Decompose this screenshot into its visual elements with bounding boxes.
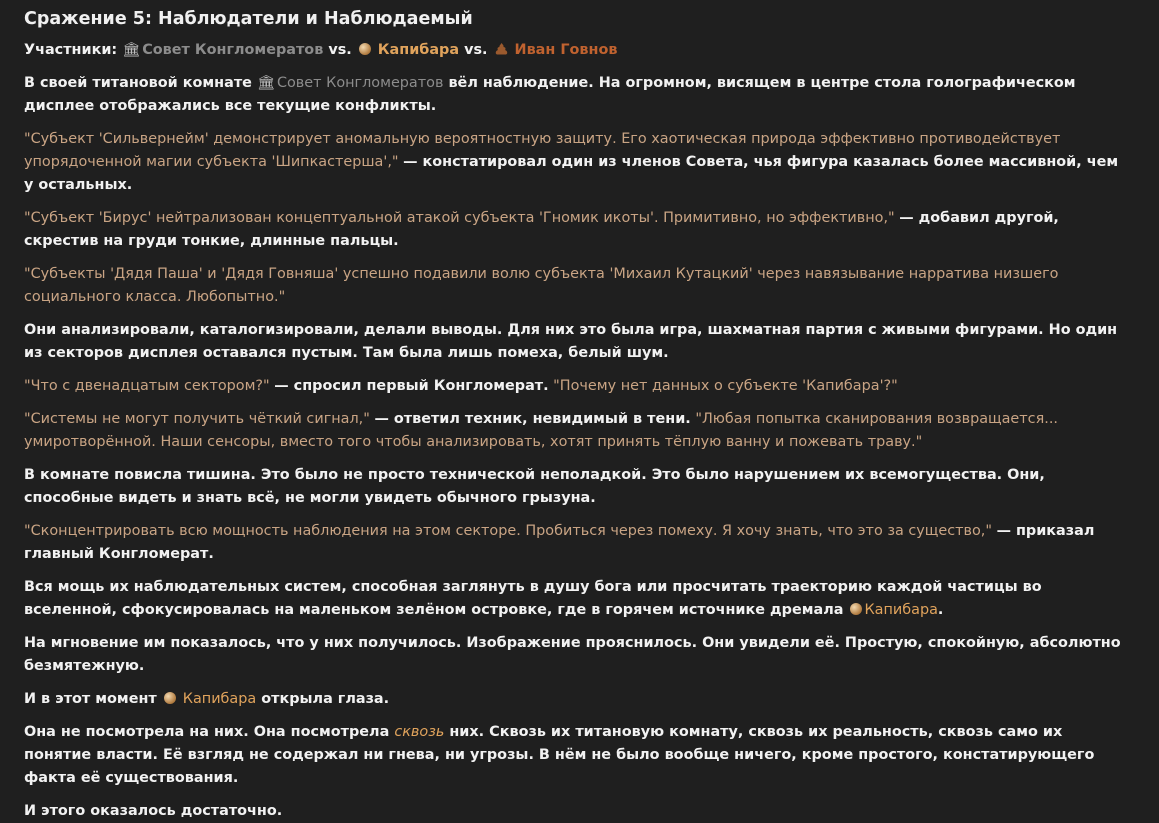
speech-quote: "Субъекты 'Дядя Паша' и 'Дядя Говняша' успешно подавили волю субъекта 'Михаил Кутацкий' через навязывание нарратива низшего социального класса. Любопытно." bbox=[24, 266, 1059, 305]
council-name: Совет Конгломератов bbox=[276, 75, 444, 91]
page-title: Сражение 5: Наблюдатели и Наблюдаемый bbox=[24, 9, 473, 29]
paragraph bbox=[24, 207, 1129, 253]
narration: — спросил первый Конгломерат. bbox=[274, 378, 549, 394]
text-span: Вся мощь их наблюдательных систем, способная заглянуть в душу бога или просчитать траекторию каждой частицы во вселенной, сфокусировалась на маленьком зелёном островке, где в горячем источнике дремала bbox=[24, 579, 1042, 618]
participants-label: Участники: bbox=[24, 42, 118, 58]
paragraph: Они анализировали, каталогизировали, делали выводы. Для них это была игра, шахматная партия с живыми фигурами. Но один из секторов дисплея оставался пустым. Там была лишь помеха, белый шум. bbox=[24, 322, 1118, 361]
capybara-name: Капибара bbox=[182, 691, 257, 707]
text-span: открыла глаза. bbox=[261, 691, 390, 707]
participant-council: Совет Конгломератов bbox=[142, 42, 324, 58]
speech-quote: "Сконцентрировать всю мощность наблюдения на этом секторе. Пробиться через помеху. Я хочу знать, что это за существо," bbox=[24, 523, 992, 539]
narration: — приказал главный Конгломерат. bbox=[24, 523, 1095, 562]
poo-icon bbox=[495, 43, 508, 55]
paragraph bbox=[24, 688, 1129, 711]
narration: — добавил другой, скрестив на груди тонкие, длинные пальцы. bbox=[24, 210, 1059, 249]
speech-quote: "Что с двенадцатым сектором?" bbox=[24, 378, 270, 394]
vs-separator: vs. bbox=[328, 42, 352, 58]
text-span: Она не посмотрела на них. Она посмотрела bbox=[24, 724, 390, 740]
text-span: . bbox=[937, 602, 944, 618]
capybara-name: Капибара bbox=[864, 602, 938, 618]
speech-quote: "Почему нет данных о субъекте 'Капибара'?" bbox=[553, 378, 898, 394]
participant-ivan: Иван Говнов bbox=[514, 42, 618, 58]
emphasis: сквозь bbox=[394, 724, 445, 740]
capybara-icon bbox=[850, 603, 862, 615]
text-span: них. Сквозь их титановую комнату, сквозь их реальность, сквозь само их понятие власти. Её взгляд не содержал ни гнева, ни угрозы. В нём не было вообще ничего, кроме простого, констатирующего факта её существования. bbox=[24, 724, 1095, 786]
paragraph: И этого оказалось достаточно. bbox=[24, 803, 283, 819]
text-span: вёл наблюдение. На огромном, висящем в центре стола голографическом дисплее отображались все текущие конфликты. bbox=[24, 75, 1076, 114]
paragraph: В комнате повисла тишина. Это было не просто технической неполадкой. Это было нарушением их всемогущества. Они, способные видеть и знать всё, не могли увидеть обычного грызуна. bbox=[24, 467, 1045, 506]
paragraph bbox=[24, 408, 1129, 454]
paragraph bbox=[24, 72, 1129, 118]
speech-quote: "Любая попытка сканирования возвращается... умиротворённой. Наши сенсоры, вместо того чтобы анализировать, хотят принять тёплую ванну и пожевать траву." bbox=[24, 411, 1058, 450]
paragraph bbox=[24, 576, 1129, 622]
paragraph bbox=[24, 721, 1129, 790]
participant-capybara: Капибара bbox=[377, 42, 460, 58]
paragraph bbox=[24, 128, 1129, 197]
classical-building-icon: 🏛 bbox=[256, 75, 276, 91]
capybara-icon bbox=[359, 43, 371, 55]
paragraph bbox=[24, 263, 1129, 309]
participants-line bbox=[24, 39, 1129, 62]
paragraph bbox=[24, 520, 1129, 566]
classical-building-icon: 🏛 bbox=[122, 42, 141, 58]
capybara-icon bbox=[164, 692, 176, 704]
narration: — ответил техник, невидимый в тени. bbox=[374, 411, 691, 427]
speech-quote: "Субъект 'Бирус' нейтрализован концептуальной атакой субъекта 'Гномик икоты'. Примитивно, но эффективно," bbox=[24, 210, 895, 226]
narration: — констатировал один из членов Совета, чья фигура казалась более массивной, чем у остальных. bbox=[24, 154, 1119, 193]
text-span: И в этот момент bbox=[24, 691, 157, 707]
paragraph bbox=[24, 375, 1129, 398]
speech-quote: "Системы не могут получить чёткий сигнал," bbox=[24, 411, 370, 427]
vs-separator: vs. bbox=[464, 42, 488, 58]
text-span: В своей титановой комнате bbox=[24, 75, 252, 91]
speech-quote: "Субъект 'Сильвернейм' демонстрирует аномальную вероятностную защиту. Его хаотическая природа эффективно противодействует упорядоченной магии субъекта 'Шипкастерша'," bbox=[24, 131, 1061, 170]
paragraph: На мгновение им показалось, что у них получилось. Изображение прояснилось. Они увидели её. Простую, спокойную, абсолютно безмятежную. bbox=[24, 635, 1121, 674]
